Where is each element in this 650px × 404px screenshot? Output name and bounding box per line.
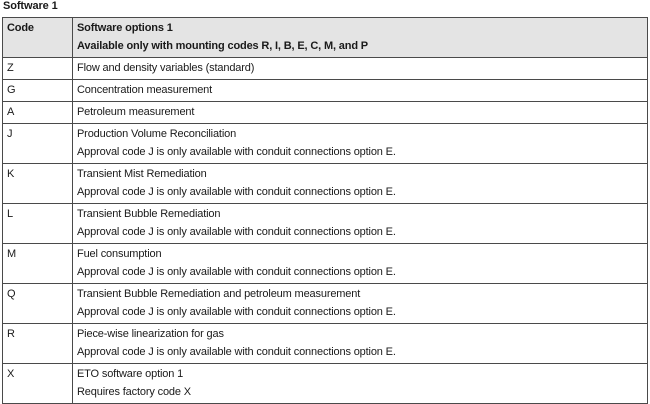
row-description xyxy=(73,80,648,102)
row-description xyxy=(73,324,648,364)
row-code: A xyxy=(3,102,73,124)
row-line2: Approval code J is only available with conduit connections option E. xyxy=(77,226,396,238)
row-line1: Flow and density variables (standard) xyxy=(77,62,255,74)
row-description xyxy=(73,244,648,284)
header-row xyxy=(3,18,648,58)
table-row xyxy=(3,364,648,404)
row-description xyxy=(73,102,648,124)
table-row xyxy=(3,204,648,244)
table-header xyxy=(3,18,648,58)
row-code: X xyxy=(3,364,73,404)
row-code: M xyxy=(3,244,73,284)
table-row xyxy=(3,80,648,102)
row-line1: Concentration measurement xyxy=(77,84,213,96)
row-code: J xyxy=(3,124,73,164)
row-code: G xyxy=(3,80,73,102)
row-description xyxy=(73,364,648,404)
row-code: Q xyxy=(3,284,73,324)
row-line1: Piece-wise linearization for gas xyxy=(77,328,224,340)
table-row xyxy=(3,324,648,364)
table-row xyxy=(3,58,648,80)
header-subtitle: Available only with mounting codes R, I, B, E, C, M, and P xyxy=(77,40,368,52)
table-row xyxy=(3,124,648,164)
row-description xyxy=(73,164,648,204)
table-row xyxy=(3,244,648,284)
header-title: Software options 1 xyxy=(77,22,173,34)
row-line1: Production Volume Reconciliation xyxy=(77,128,237,140)
table-row xyxy=(3,164,648,204)
row-line2: Approval code J is only available with conduit connections option E. xyxy=(77,146,396,158)
table-caption: Software 1 xyxy=(3,0,58,12)
row-line1: Transient Bubble Remediation and petroleum measurement xyxy=(77,288,361,300)
row-line1: Petroleum measurement xyxy=(77,106,195,118)
row-description xyxy=(73,58,648,80)
row-description xyxy=(73,124,648,164)
row-code: L xyxy=(3,204,73,244)
row-line2: Approval code J is only available with conduit connections option E. xyxy=(77,186,396,198)
table-row xyxy=(3,284,648,324)
row-line1: Fuel consumption xyxy=(77,248,162,260)
row-description xyxy=(73,284,648,324)
software-options-table xyxy=(2,17,648,404)
row-line1: Transient Bubble Remediation xyxy=(77,208,221,220)
row-line1: Transient Mist Remediation xyxy=(77,168,207,180)
table-row xyxy=(3,102,648,124)
row-line2: Approval code J is only available with conduit connections option E. xyxy=(77,306,396,318)
header-description xyxy=(73,18,648,58)
row-code: K xyxy=(3,164,73,204)
row-line2: Approval code J is only available with conduit connections option E. xyxy=(77,266,396,278)
row-code: R xyxy=(3,324,73,364)
row-line2: Approval code J is only available with conduit connections option E. xyxy=(77,346,396,358)
row-line1: ETO software option 1 xyxy=(77,368,184,380)
row-code: Z xyxy=(3,58,73,80)
header-code: Code xyxy=(3,18,73,58)
row-line2: Requires factory code X xyxy=(77,386,191,398)
row-description xyxy=(73,204,648,244)
